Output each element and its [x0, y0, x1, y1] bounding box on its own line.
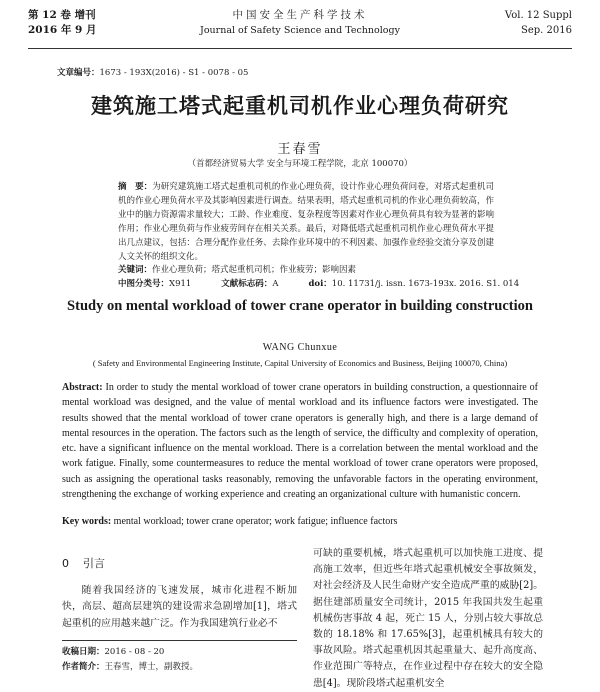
received-value: 2016 - 08 - 20 — [104, 647, 165, 657]
author-bio-label: 作者简介： — [62, 662, 105, 672]
clc-value: X911 — [169, 279, 192, 289]
title-en: Study on mental workload of tower crane operator in building construction — [67, 298, 533, 314]
running-header — [28, 6, 572, 49]
body-paragraph-right: 可缺的重要机械，塔式起重机可以加快施工进度、提高施工效率，但近些年塔式起重机械安全事故频发，对社会经济及人民生命财产安全造成严重的威胁[2]。据住建部质量安全司统计，2015 年我国共发生起重机械伤害事故 4 起，死亡 15 人，分别占较大事故总数的 18.18% 和 17.65%[3]，起重机械具有较大的事故风险。塔式起重机因其起重量大、起升高度高、作业范围广等特点，在作业过程中存在较大的安全隐患[4]。现阶段塔式起重机安全 — [313, 548, 543, 689]
abstract-cn-text: 为研究建筑施工塔式起重机司机的作业心理负荷，设计作业心理负荷问卷，对塔式起重机司机的作业心理负荷水平及其影响因素进行调查。结果表明，塔式起重机司机的作业心理负荷较高，作业中的脑力资源需求量较大；工龄、作业难度、复杂程度等因素对作业心理负荷具有较为显著的影响作用；作业心理负荷与作业疲劳间存在相关关系。最后，对降低塔式起重机司机作业心理负荷水平提出几点建议，包括：合理分配作业任务、去除作业环境中的不利因素、加强作业经验交流分享及创建人文关怀的组织文化。 — [118, 182, 494, 262]
abstract-cn — [118, 180, 494, 264]
abstract-en-label: Abstract: — [62, 382, 103, 393]
section-heading — [62, 556, 297, 573]
body-column-left — [62, 556, 297, 632]
author-bio — [62, 660, 297, 675]
keywords-cn-text: 作业心理负荷；塔式起重机司机；作业疲劳；影响因素 — [152, 265, 357, 275]
keywords-en-label: Key words: — [62, 516, 112, 527]
abstract-en-text: In order to study the mental workload of tower crane operators in building construction, a questionnaire of mental workload was designed, and the value of mental workload and its influence factors were investigated. The results showed that the mental workload of tower crane operators is generally high, and there is a large demand of mental resources in the operation. The factors such as the length of service, the difficulty and complexity of operation, etc. have a significant influence on the mental workload. There is a correlation between the mental workload and the work fatigue. Finally, some countermeasures to reduce the mental workload of tower crane operators were proposed, such as assigning the operational tasks reasonably, removing the unfavorable factors in the operating environment, strengthening the exchange of working experience and creating an organizational culture with humanistic concern. — [62, 382, 539, 501]
author-cn: 王春雪 — [277, 142, 323, 157]
keywords-cn — [118, 263, 494, 275]
body-paragraph-left: 随着我国经济的飞速发展，城市化进程不断加快，高层、超高层建筑的建设需求急剧增加[1]，塔式起重机的应用越来越广泛。作为我国建筑行业必不 — [62, 584, 297, 629]
keywords-en-text: mental workload; tower crane operator; work fatigue; influence factors — [113, 516, 398, 527]
abstract-cn-label: 摘 要： — [118, 182, 153, 192]
keywords-en — [62, 516, 538, 527]
title-cn: 建筑施工塔式起重机司机作业心理负荷研究 — [91, 94, 509, 118]
affiliation-cn: （首都经济贸易大学 安全与环境工程学院，北京 100070） — [187, 159, 413, 169]
date-en: Sep. 2016 — [521, 25, 572, 36]
received-label: 收稿日期： — [62, 647, 105, 657]
doi — [308, 277, 519, 289]
classification-row — [118, 277, 520, 289]
abstract-en — [62, 380, 538, 502]
body-column-right — [313, 546, 543, 692]
journal-name-cn: 中国安全生产科学技术 — [232, 9, 368, 21]
volume-cn: 第 12 卷 增刊 — [28, 9, 96, 21]
author-en: WANG Chunxue — [262, 342, 338, 353]
doi-label: doi： — [308, 279, 332, 289]
footnote — [62, 640, 297, 675]
article-number — [57, 66, 248, 78]
volume-en: Vol. 12 Suppl — [504, 10, 572, 21]
keywords-cn-label: 关键词： — [118, 265, 153, 275]
section-number: 0 — [62, 557, 69, 570]
header-right — [505, 8, 572, 38]
doc-code-value: A — [272, 279, 279, 289]
section-title: 引言 — [83, 557, 105, 570]
received-date — [62, 645, 297, 660]
author-bio-value: 王春雪，博士，副教授。 — [104, 662, 199, 672]
journal-name-en: Journal of Safety Science and Technology — [200, 25, 400, 36]
clc-label: 中图分类号： — [118, 279, 170, 289]
doi-value: 10. 11731/j. issn. 1673-193x. 2016. S1. 014 — [331, 279, 520, 289]
doc-code-label: 文献标志码： — [221, 279, 273, 289]
clc-number — [118, 277, 191, 289]
article-number-label: 文章编号： — [57, 68, 100, 78]
affiliation-en: ( Safety and Environmental Engineering Institute, Capital University of Economics and Business, Beijing 100070, China) — [92, 358, 508, 368]
article-number-value: 1673 - 193X(2016) - S1 - 0078 - 05 — [99, 68, 249, 78]
document-code — [221, 277, 278, 289]
header-center — [28, 8, 572, 38]
date-cn: 2016 年 9 月 — [28, 24, 97, 36]
